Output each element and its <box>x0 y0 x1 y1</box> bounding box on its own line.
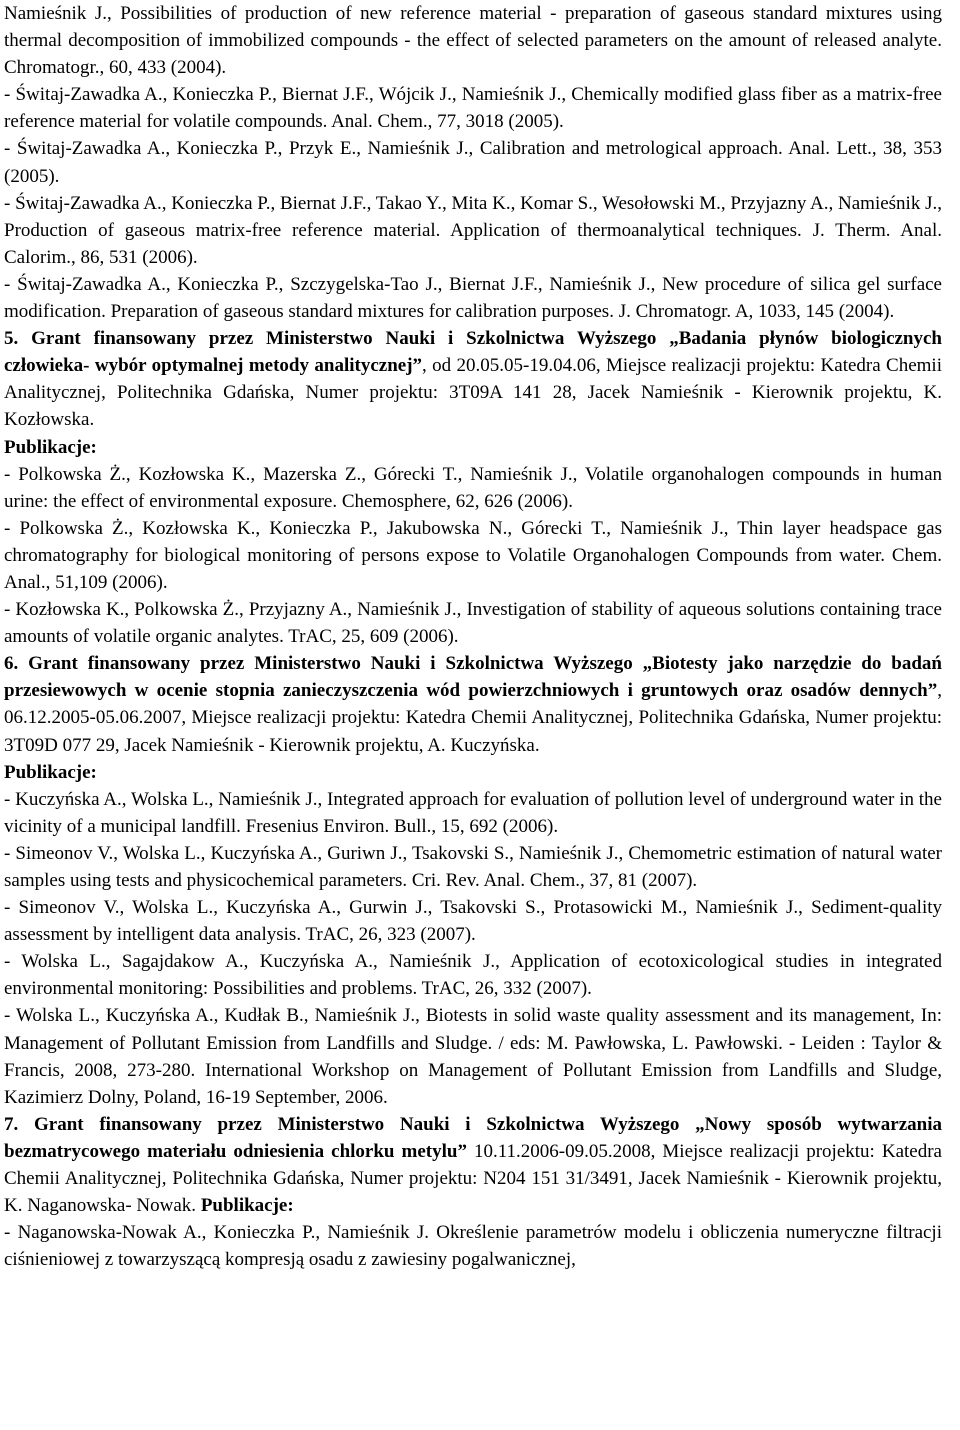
grant-5 <box>4 325 942 433</box>
publication-entry: - Naganowska-Nowak A., Konieczka P., Namieśnik J. Określenie parametrów modelu i obliczenia numeryczne filtracji ciśnieniowej z towarzyszącą kompresją osadu z zawiesiny pogalwanicznej, <box>4 1222 942 1271</box>
publications-label: Publikacje: <box>4 761 97 783</box>
publication-entry: - Simeonov V., Wolska L., Kuczyńska A., Guriwn J., Tsakovski S., Namieśnik J., Chemometric estimation of natural water samples using tests and physicochemical parameters. Cri. Rev. Anal. Chem., 37, 81 (2007). <box>4 842 942 891</box>
grant-7-details: 10.11.2006-09.05.2008, Miejsce realizacji projektu: Katedra Chemii Analitycznej, Politechnika Gdańska, Numer projektu: N204 151 31/3491, Jacek Namieśnik - Kierownik projektu, K. Naganowska- Nowak. <box>4 1140 942 1217</box>
grant-6-heading: 6. Grant finansowany przez Ministerstwo Nauki i Szkolnictwa Wyższego „Biotesty jako narzędzie do badań przesiewowych w ocenie stopnia zanieczyszczenia wód powierzchniowych i gruntowych oraz osadów dennych” <box>4 653 942 702</box>
publication-entry: - Wolska L., Kuczyńska A., Kudłak B., Namieśnik J., Biotests in solid waste quality assessment and its management, In: Management of Pollutant Emission from Landfills and Sludge. / eds: M. Pawłowska, L. Pawłowski. - Leiden : Taylor & Francis, 2008, 273-280. International Workshop on Management of Pollutant Emission from Landfills and Sludge, Kazimierz Dolny, Poland, 16-19 September, 2006. <box>4 1005 942 1108</box>
publication-entry: - Świtaj-Zawadka A., Konieczka P., Szczygelska-Tao J., Biernat J.F., Namieśnik J., New procedure of silica gel surface modification. Preparation of gaseous standard mixtures for calibration purposes. J. Chromatogr. A, 1033, 145 (2004). <box>4 273 942 323</box>
grant-6 <box>4 650 942 758</box>
grant-7-heading: 7. Grant finansowany przez Ministerstwo Nauki i Szkolnictwa Wyższego „Nowy sposób wytwarzania bezmatrycowego materiału odniesienia chlorku metylu” <box>4 1113 942 1162</box>
grant-6-details: , 06.12.2005-05.06.2007, Miejsce realizacji projektu: Katedra Chemii Analitycznej, Politechnika Gdańska, Numer projektu: 3T09D 077 29, Jacek Namieśnik - Kierownik projektu, A. Kuczyńska. <box>4 680 942 756</box>
publication-entry: - Wolska L., Sagajdakow A., Kuczyńska A., Namieśnik J., Application of ecotoxicological studies in integrated environmental monitoring: Possibilities and problems. TrAC, 26, 332 (2007). <box>4 951 942 1000</box>
publication-entry: - Polkowska Ż., Kozłowska K., Mazerska Z., Górecki T., Namieśnik J., Volatile organohalogen compounds in human urine: the effect of environmental exposure. Chemosphere, 62, 626 (2006). <box>4 463 942 512</box>
publication-entry: - Polkowska Ż., Kozłowska K., Konieczka P., Jakubowska N., Górecki T., Namieśnik J., Thin layer headspace gas chromatography for biological monitoring of persons expose to Volatile Organohalogen Compounds from water. Chem. Anal., 51,109 (2006). <box>4 517 942 593</box>
publications-label: Publikacje: <box>4 436 97 458</box>
grant-7 <box>4 1111 942 1219</box>
publication-entry: - Kozłowska K., Polkowska Ż., Przyjazny A., Namieśnik J., Investigation of stability of aqueous solutions containing trace amounts of volatile organic analytes. TrAC, 25, 609 (2006). <box>4 599 942 648</box>
publication-entry: - Świtaj-Zawadka A., Konieczka P., Biernat J.F., Takao Y., Mita K., Komar S., Wesołowski M., Przyjazny A., Namieśnik J., Production of gaseous matrix-free reference material. Application of thermoanalytical techniques. J. Therm. Anal. Calorim., 86, 531 (2006). <box>4 192 942 268</box>
publication-entry: - Simeonov V., Wolska L., Kuczyńska A., Gurwin J., Tsakovski S., Protasowicki M., Namieśnik J., Sediment-quality assessment by intelligent data analysis. TrAC, 26, 323 (2007). <box>4 897 942 946</box>
grant-5-heading: 5. Grant finansowany przez Ministerstwo Nauki i Szkolnictwa Wyższego „Badania płynów biologicznych człowieka- wybór optymalnej metody analitycznej” <box>4 328 942 377</box>
publication-entry: - Kuczyńska A., Wolska L., Namieśnik J., Integrated approach for evaluation of pollution level of underground water in the vicinity of a municipal landfill. Fresenius Environ. Bull., 15, 692 (2006). <box>4 788 942 837</box>
grant-5-details: , od 20.05.05-19.04.06, Miejsce realizacji projektu: Katedra Chemii Analitycznej, Politechnika Gdańska, Numer projektu: 3T09A 141 28, Jacek Namieśnik - Kierownik projektu, K. Kozłowska. <box>4 355 942 431</box>
publication-entry: Namieśnik J., Possibilities of production of new reference material - preparation of gaseous standard mixtures using thermal decomposition of immobilized compounds - the effect of selected parameters on the amount of released analyte. Chromatogr., 60, 433 (2004). <box>4 3 942 79</box>
publication-entry: - Świtaj-Zawadka A., Konieczka P., Przyk E., Namieśnik J., Calibration and metrological approach. Anal. Lett., 38, 353 (2005). <box>4 138 942 187</box>
publication-entry: - Świtaj-Zawadka A., Konieczka P., Biernat J.F., Wójcik J., Namieśnik J., Chemically modified glass fiber as a matrix-free reference material for volatile compounds. Anal. Chem., 77, 3018 (2005). <box>4 84 942 133</box>
publications-label: Publikacje: <box>200 1195 294 1217</box>
